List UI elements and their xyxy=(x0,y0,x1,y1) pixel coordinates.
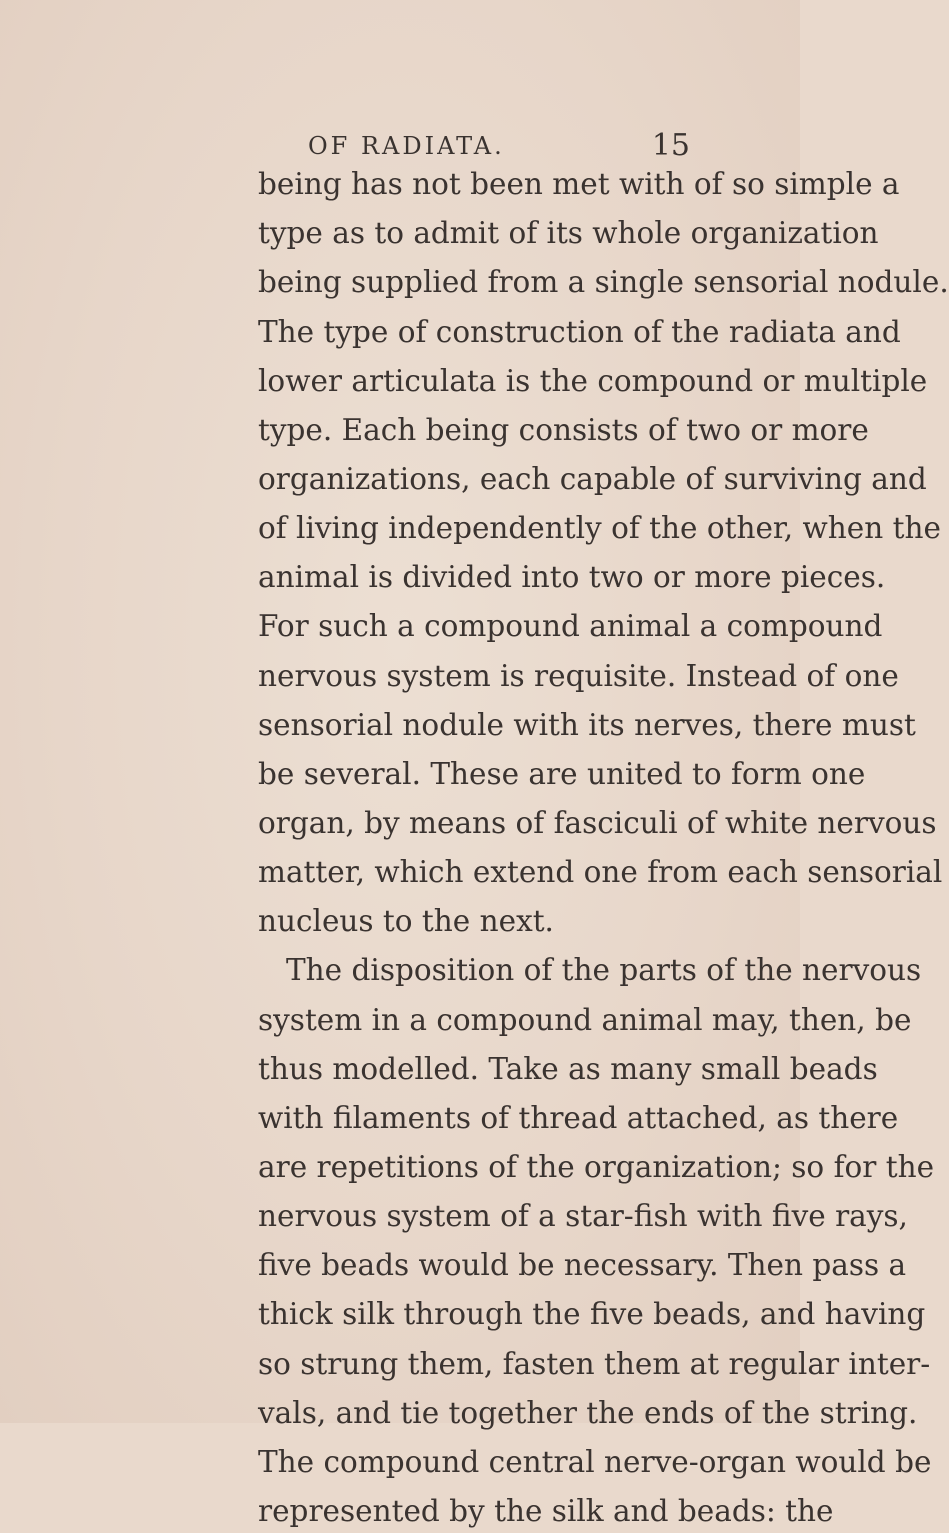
text-line: matter, which extend one from each sensorial xyxy=(258,855,943,889)
text-line: nucleus to the next. xyxy=(258,904,554,938)
text-line: five beads would be necessary. Then pass a xyxy=(258,1248,907,1282)
text-line: type as to admit of its whole organization xyxy=(258,216,879,250)
text-line: with filaments of thread attached, as there xyxy=(258,1101,899,1135)
text-line: are repetitions of the organization; so for the xyxy=(258,1150,935,1184)
text-line: represented by the silk and beads: the xyxy=(258,1494,834,1528)
text-line: thus modelled. Take as many small beads xyxy=(258,1052,878,1086)
text-line: system in a compound animal may, then, be xyxy=(258,1003,912,1037)
text-line: The type of construction of the radiata and xyxy=(258,315,901,349)
text-line: animal is divided into two or more pieces. xyxy=(258,560,886,594)
text-line: nervous system of a star-fish with five rays, xyxy=(258,1199,908,1233)
text-line: The compound central nerve-organ would be xyxy=(258,1445,932,1479)
text-line: type. Each being consists of two or more xyxy=(258,413,869,447)
text-line: so strung them, fasten them at regular inter- xyxy=(258,1347,931,1381)
text-line: being has not been met with of so simple a xyxy=(258,167,900,201)
text-line: of living independently of the other, when the xyxy=(258,511,941,545)
text-line: be several. These are united to form one xyxy=(258,757,866,791)
text-line: sensorial nodule with its nerves, there must xyxy=(258,708,916,742)
running-title: OF RADIATA. xyxy=(308,132,505,160)
text-line: vals, and tie together the ends of the string. xyxy=(258,1396,918,1430)
page-number: 15 xyxy=(651,128,690,163)
text-line: thick silk through the five beads, and having xyxy=(258,1297,926,1331)
text-line: lower articulata is the compound or multiple xyxy=(258,364,928,398)
text-line: The disposition of the parts of the nervous xyxy=(286,953,922,987)
text-line: For such a compound animal a compound xyxy=(258,609,883,643)
text-line: organ, by means of fasciculi of white nervous xyxy=(258,806,937,840)
text-line: being supplied from a single sensorial nodule. xyxy=(258,265,949,299)
text-line: nervous system is requisite. Instead of one xyxy=(258,659,899,693)
text-line: organizations, each capable of surviving and xyxy=(258,462,927,496)
